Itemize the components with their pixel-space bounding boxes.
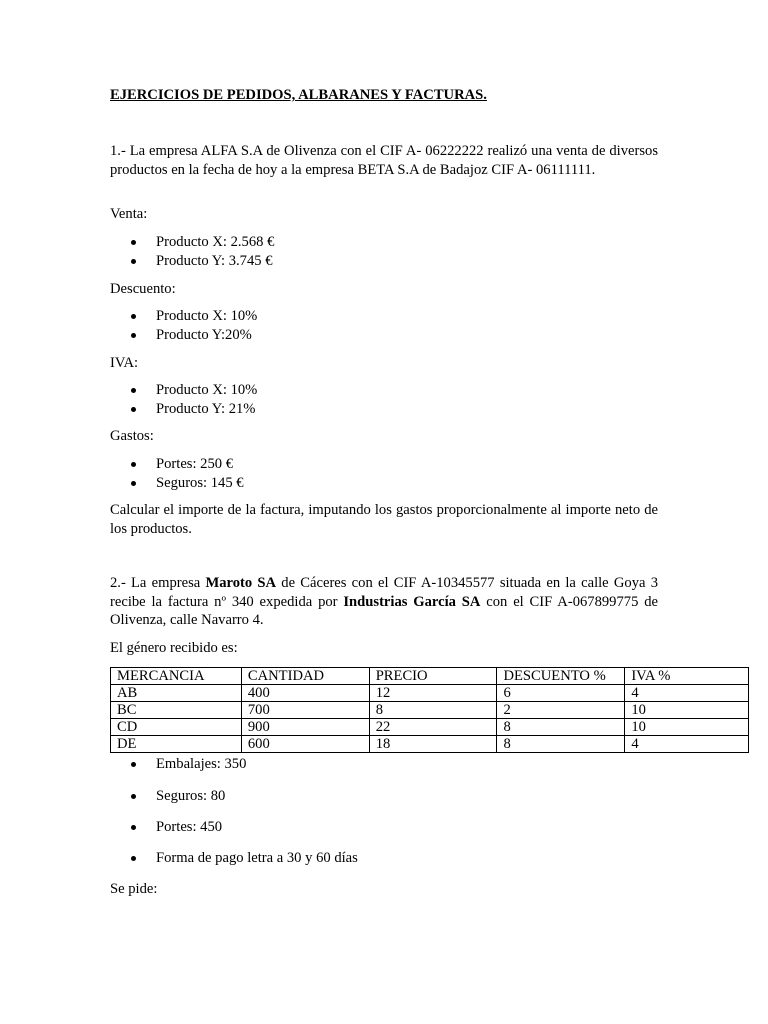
table-cell: 600 — [241, 736, 369, 753]
table-header-cell: DESCUENTO % — [497, 668, 625, 685]
iva-list — [110, 381, 257, 418]
bullet-icon — [131, 794, 136, 799]
list-item: Seguros: 145 € — [110, 474, 244, 493]
bullet-icon — [131, 462, 136, 467]
list-item: Embalajes: 350 — [110, 755, 246, 774]
table-cell: 12 — [369, 685, 497, 702]
table-cell: 10 — [625, 702, 749, 719]
table-cell: AB — [111, 685, 242, 702]
table-cell: 10 — [625, 719, 749, 736]
table-cell: 6 — [497, 685, 625, 702]
table-header-cell: CANTIDAD — [241, 668, 369, 685]
bullet-icon — [131, 240, 136, 245]
bullet-icon — [131, 481, 136, 486]
company-industrias-garcia: Industrias García SA — [343, 593, 481, 610]
table-cell: 8 — [369, 702, 497, 719]
exercise-2-intro: 2.- La empresa Maroto SA de Cáceres con el CIF A-10345577 situada en la calle Goya 3 recibe la factura nº 340 expedida por Industrias García SA con el CIF A-067899775 de Olivenza, calle Navarro 4. — [110, 575, 658, 628]
venta-label: Venta: — [110, 206, 148, 222]
venta-list — [110, 233, 274, 270]
table-row — [111, 719, 749, 736]
exercise-1-question: Calcular el importe de la factura, imputando los gastos proporcionalmente al importe neto de los productos. — [110, 502, 658, 537]
gastos-list — [110, 455, 244, 492]
bullet-icon — [131, 333, 136, 338]
bullet-icon — [131, 825, 136, 830]
table-cell: BC — [111, 702, 242, 719]
exercise-1-intro: 1.- La empresa ALFA S.A de Olivenza con el CIF A- 06222222 realizó una venta de diversos productos en la fecha de hoy a la empresa BETA S.A de Badajoz CIF A- 06111111. — [110, 143, 658, 178]
table-row — [111, 736, 749, 753]
document-title: EJERCICIOS DE PEDIDOS, ALBARANES Y FACTURAS. — [110, 87, 487, 103]
list-item: Producto X: 2.568 € — [110, 233, 274, 252]
table-cell: 22 — [369, 719, 497, 736]
list-item: Producto X: 10% — [110, 381, 257, 400]
company-maroto: Maroto SA — [205, 575, 277, 591]
bullet-icon — [131, 388, 136, 393]
list-item: Producto Y: 3.745 € — [110, 252, 274, 271]
table-cell: 900 — [241, 719, 369, 736]
bullet-icon — [131, 856, 136, 861]
table-cell: 2 — [497, 702, 625, 719]
table-row — [111, 685, 749, 702]
list-item: Producto X: 10% — [110, 307, 257, 326]
table-header-cell: IVA % — [625, 668, 749, 685]
descuento-label: Descuento: — [110, 281, 176, 297]
iva-label: IVA: — [110, 355, 139, 371]
table-cell: 8 — [497, 719, 625, 736]
table-row — [111, 702, 749, 719]
list-item: Seguros: 80 — [110, 787, 225, 806]
bullet-icon — [131, 762, 136, 767]
list-item: Forma de pago letra a 30 y 60 días — [110, 849, 358, 868]
list-item: Portes: 250 € — [110, 455, 244, 474]
goods-table — [110, 667, 749, 753]
received-goods-label: El género recibido es: — [110, 640, 238, 656]
table-cell: DE — [111, 736, 242, 753]
list-item: Portes: 450 — [110, 818, 222, 837]
bullet-icon — [131, 407, 136, 412]
table-cell: 400 — [241, 685, 369, 702]
table-cell: 18 — [369, 736, 497, 753]
table-header-cell: MERCANCIA — [111, 668, 242, 685]
bullet-icon — [131, 314, 136, 319]
table-cell: 8 — [497, 736, 625, 753]
list-item: Producto Y: 21% — [110, 400, 257, 419]
gastos-label: Gastos: — [110, 428, 154, 444]
descuento-list — [110, 307, 257, 344]
table-cell: 700 — [241, 702, 369, 719]
table-cell: CD — [111, 719, 242, 736]
list-item: Producto Y:20% — [110, 326, 257, 345]
table-cell: 4 — [625, 685, 749, 702]
se-pide-label: Se pide: — [110, 881, 158, 897]
table-header-row — [111, 668, 749, 685]
table-header-cell: PRECIO — [369, 668, 497, 685]
bullet-icon — [131, 259, 136, 264]
table-cell: 4 — [625, 736, 749, 753]
